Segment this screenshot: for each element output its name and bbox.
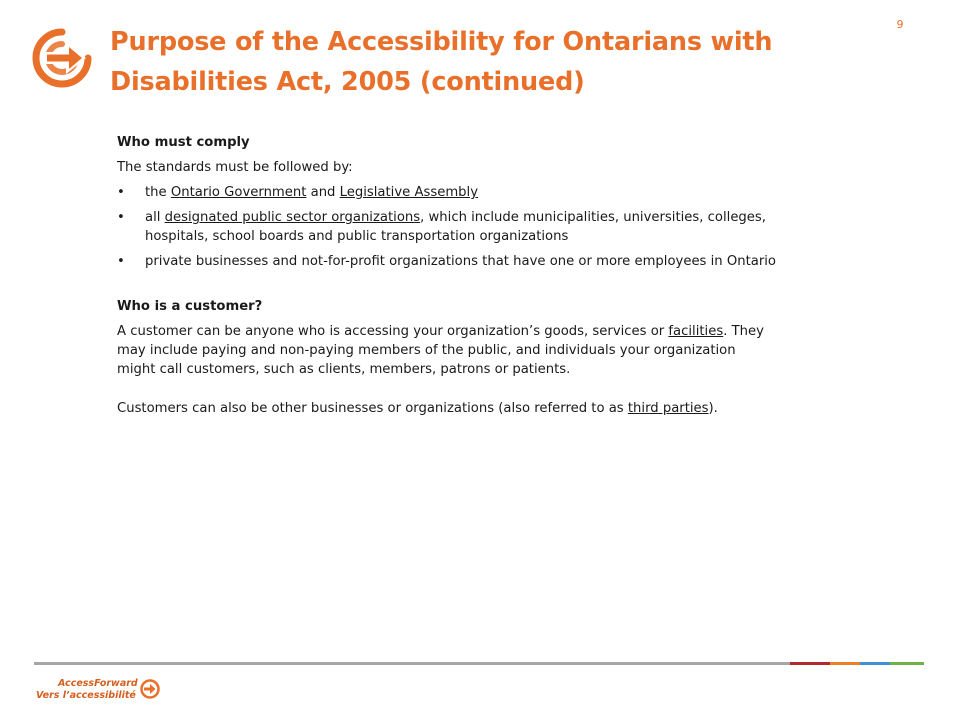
legislative-assembly-link[interactable]: Legislative Assembly bbox=[339, 185, 479, 200]
section-heading-who-must-comply: Who must comply bbox=[117, 135, 250, 150]
page-title: Purpose of the Accessibility for Ontarians with Disabilities Act, 2005 (continued) bbox=[110, 27, 773, 97]
facilities-link[interactable]: facilities bbox=[668, 324, 724, 339]
customer-definition: A customer can be anyone who is accessing your organization’s goods, services or facilities. They may include paying and non-paying members of the public, and individuals your organization might call customers, such as clients, members, patrons or patients. bbox=[117, 324, 764, 377]
footer-divider-red bbox=[790, 662, 830, 665]
footer-divider-orange bbox=[830, 662, 860, 665]
bullet-marker: • bbox=[117, 254, 125, 269]
logo-line-1: AccessForward bbox=[58, 678, 138, 689]
item-text: the bbox=[145, 185, 171, 200]
bullet-marker: • bbox=[117, 210, 125, 225]
third-parties-link[interactable]: third parties bbox=[627, 401, 709, 416]
bullet-marker: • bbox=[117, 185, 125, 200]
item-text: , which include municipalities, universities, colleges, hospitals, school boards and public transportation organizations bbox=[145, 210, 766, 244]
item-text: all bbox=[145, 210, 165, 225]
section-heading-who-is-customer: Who is a customer? bbox=[117, 299, 263, 314]
customer-third-parties: Customers can also be other businesses or organizations (also referred to as third parties). bbox=[117, 401, 718, 416]
footer-divider-green bbox=[890, 662, 924, 665]
item-text: and bbox=[306, 185, 340, 200]
list-item bbox=[117, 252, 777, 271]
list-item bbox=[117, 183, 777, 202]
page-number: 9 bbox=[896, 18, 904, 31]
accessforward-logo bbox=[36, 676, 176, 706]
section-intro: The standards must be followed by: bbox=[117, 160, 353, 175]
arrow-circle-icon bbox=[140, 679, 160, 699]
ontario-government-link[interactable]: Ontario Government bbox=[170, 185, 307, 200]
compliance-list bbox=[117, 183, 777, 271]
footer-divider-blue bbox=[860, 662, 890, 665]
arrow-circle-icon bbox=[32, 28, 92, 88]
slide-content bbox=[117, 133, 777, 424]
footer-divider-grey bbox=[34, 662, 790, 665]
designated-public-sector-link[interactable]: designated public sector organizations bbox=[164, 210, 421, 225]
list-item bbox=[117, 208, 777, 246]
item-text: private businesses and not-for-profit organizations that have one or more employees in Ontario bbox=[145, 254, 776, 269]
logo-line-2: Vers l’accessibilité bbox=[36, 690, 136, 701]
